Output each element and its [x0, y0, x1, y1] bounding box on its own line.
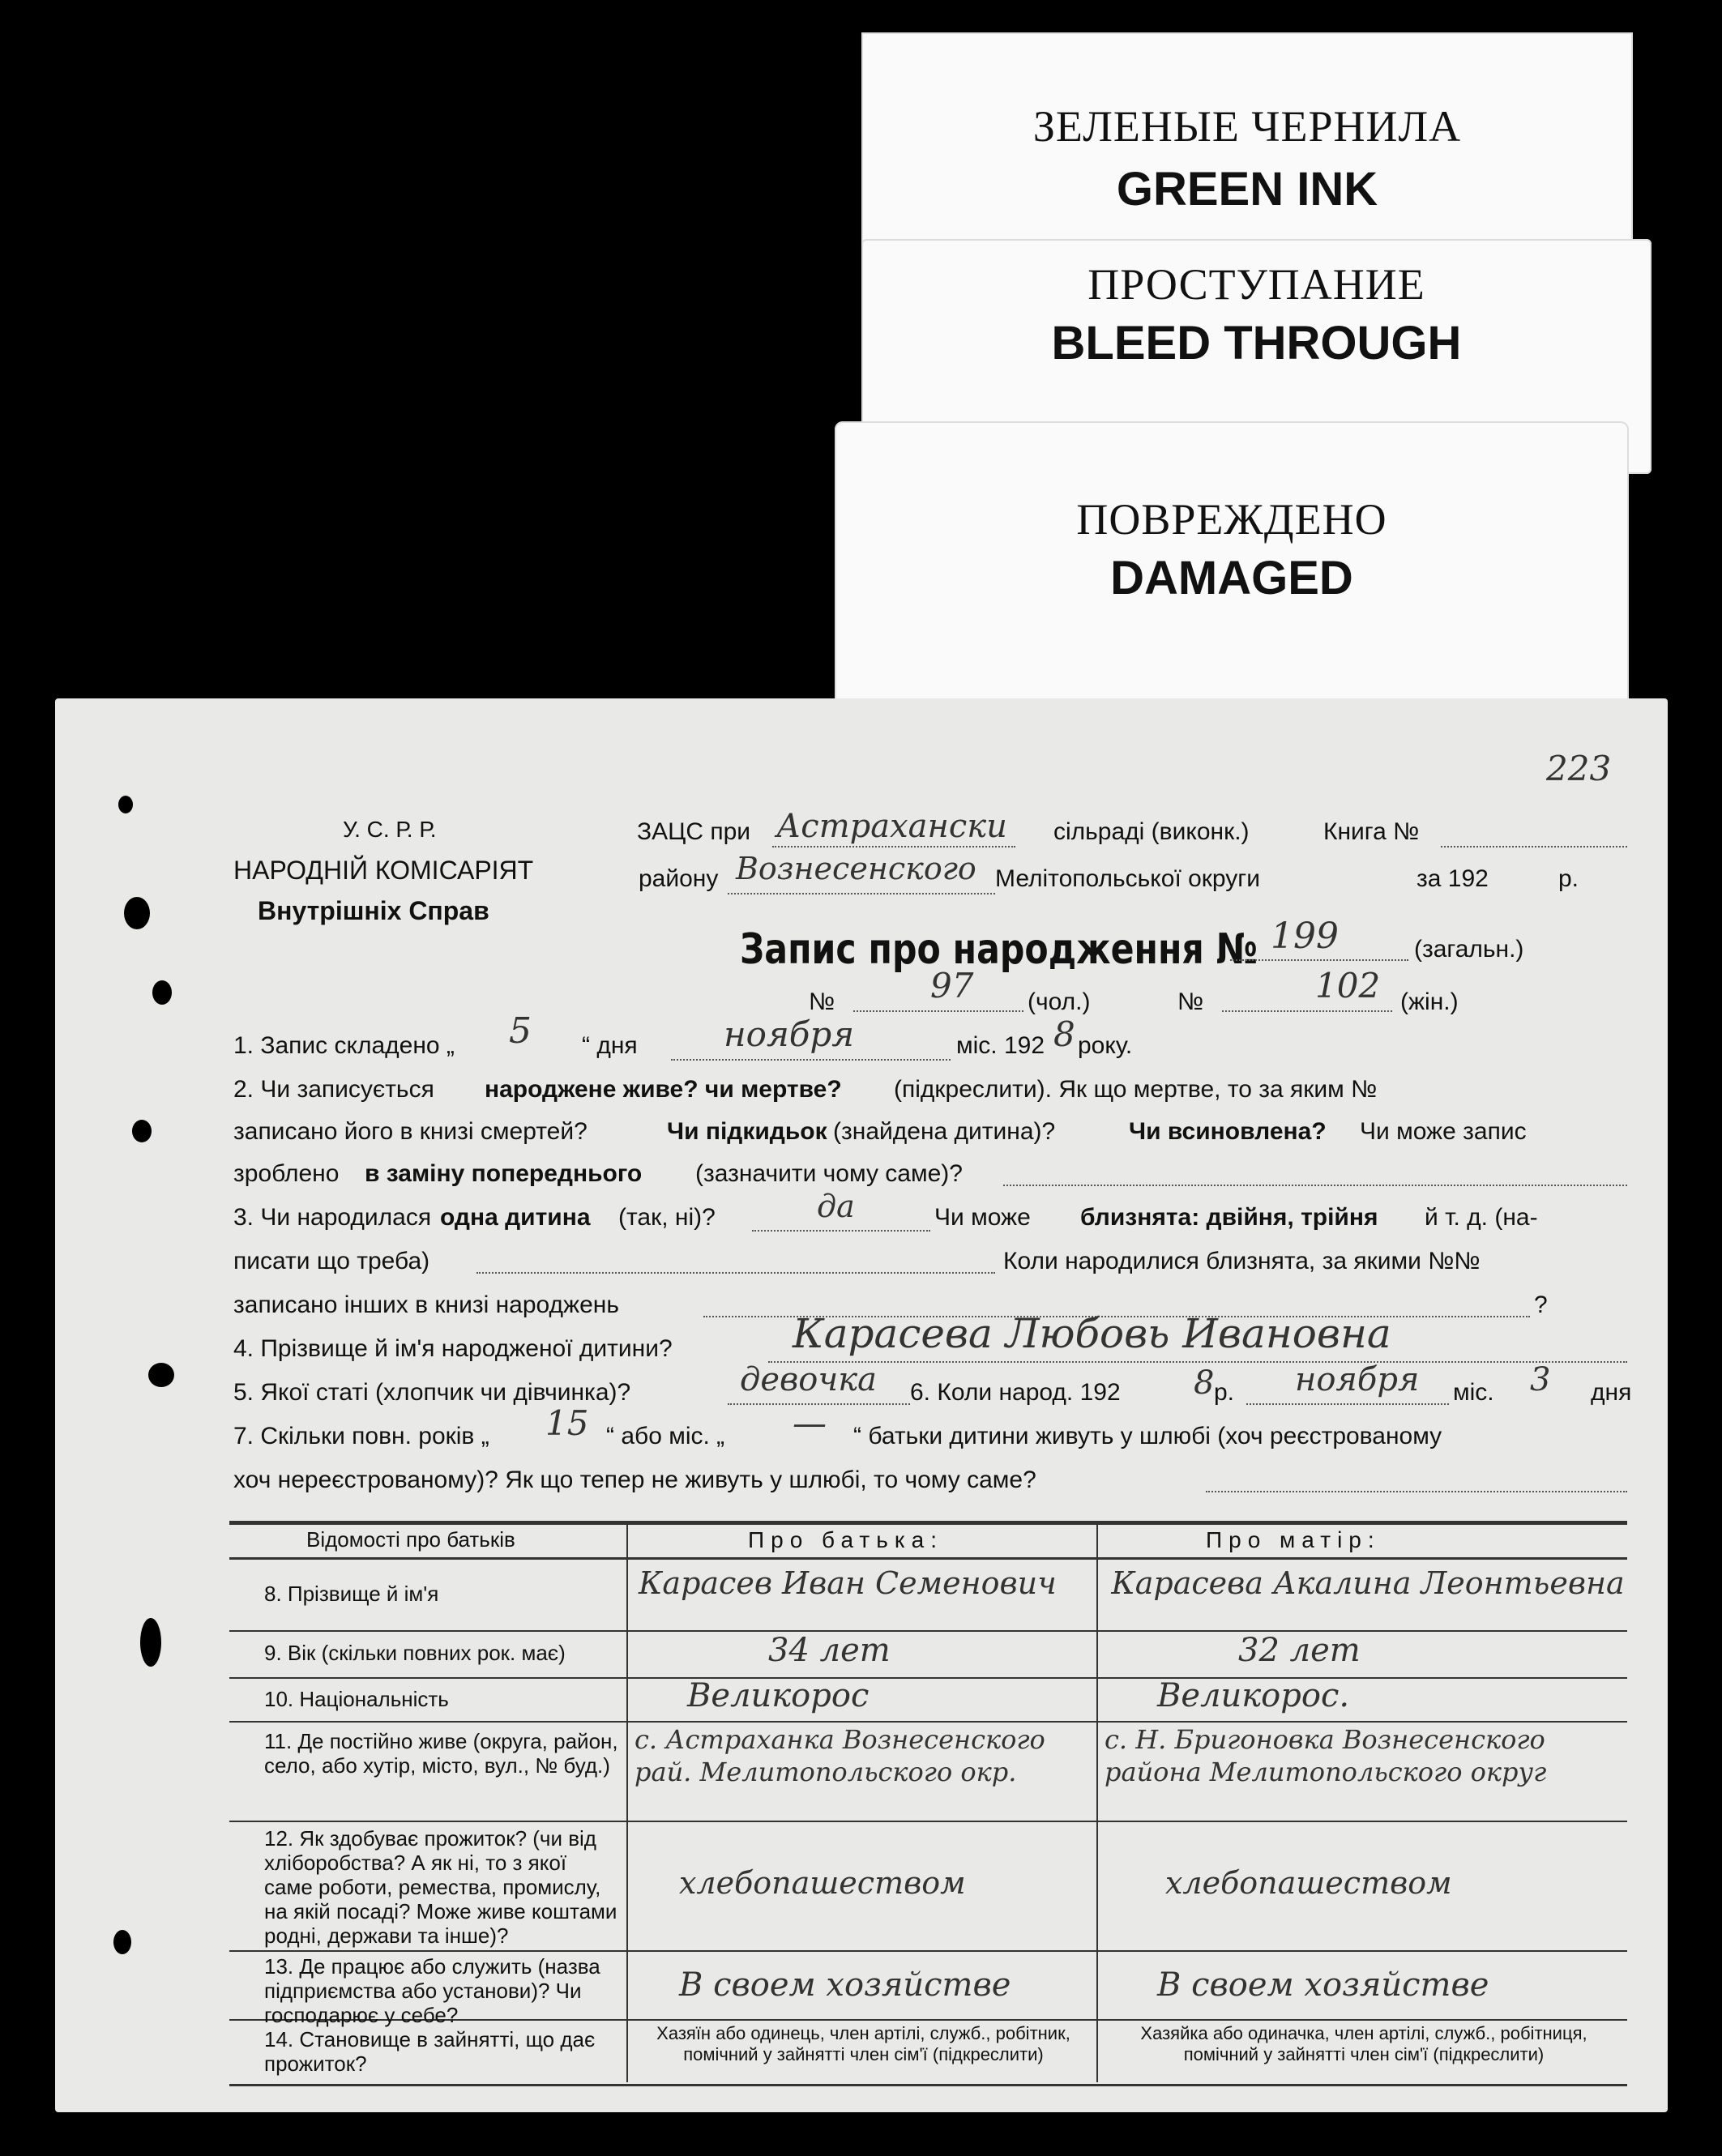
q6-label: дня — [1591, 1379, 1632, 1406]
male-no-sign: № — [809, 988, 835, 1015]
q2-text: (зазначити чому саме)? — [695, 1160, 963, 1187]
green-ink-en: GREEN INK — [1116, 163, 1378, 216]
okrug-label: Мелітопольської округи — [995, 865, 1260, 892]
q3-text: ? — [1534, 1291, 1548, 1318]
q4-child-name: Карасева Любовь Ивановна — [793, 1310, 1391, 1357]
q3-text: записано інших в книзі народжень — [233, 1291, 620, 1318]
q6-month-line — [1246, 1403, 1449, 1405]
q3-answer: да — [817, 1189, 855, 1224]
female-number-line — [1222, 1010, 1392, 1012]
q7-text: “ або міс. „ — [606, 1423, 725, 1449]
q6-label: р. — [1214, 1379, 1235, 1406]
father-age: 34 лет — [768, 1632, 891, 1669]
male-number-line — [853, 1010, 1023, 1012]
binding-hole — [152, 980, 172, 1005]
district-prefix: району — [639, 865, 719, 892]
q3-text: 3. Чи народилася — [233, 1204, 432, 1231]
father-nationality: Великорос — [687, 1677, 870, 1714]
row-label: 11. Де постійно живе (округа, район, село, або хутір, місто, вул., № буд.) — [264, 1729, 618, 1778]
male-number: 97 — [930, 966, 974, 1005]
q1-month-line — [671, 1059, 951, 1061]
q3-text: Коли народилися близнята, за якими №№ — [1003, 1248, 1481, 1274]
row-label: 9. Вік (скільки повних рок. має) — [264, 1641, 566, 1665]
green-ink-tag — [861, 32, 1633, 251]
damaged-tag — [835, 421, 1629, 709]
q2-line — [1003, 1185, 1627, 1186]
table-bottom-border — [229, 2084, 1627, 2086]
damaged-ru: ПОВРЕЖДЕНО — [1076, 495, 1387, 544]
binding-hole — [124, 897, 150, 929]
total-number-line — [1230, 959, 1408, 961]
mother-livelihood: хлебопашеством — [1165, 1865, 1452, 1901]
binding-hole — [132, 1120, 152, 1142]
q1-year: 8 — [1053, 1014, 1075, 1054]
affairs-label: Внутрішніх Справ — [258, 896, 489, 925]
row-label: 8. Прізвище й ім'я — [264, 1582, 439, 1606]
table-row-border — [229, 1630, 1627, 1632]
q6-label: міс. — [1453, 1379, 1494, 1406]
q6-label: 6. Коли народ. 192 — [910, 1379, 1121, 1406]
female-label: (жін.) — [1400, 988, 1459, 1015]
q7-months: — — [793, 1403, 827, 1443]
q7-text: “ батьки дитини живуть у шлюбі (хоч реєстрованому — [853, 1423, 1442, 1449]
q6-year: 8 — [1194, 1364, 1215, 1402]
mother-residence: с. Н. Бригоновка Вознесенского района Мелитопольского округ — [1105, 1724, 1547, 1787]
table-header-father: Про батька: — [748, 1527, 944, 1552]
q1-text: “ дня — [582, 1032, 638, 1059]
year-label: за 192 — [1416, 865, 1489, 892]
binding-hole — [118, 796, 133, 813]
mother-name: Карасева Акалина Леонтьевна — [1111, 1565, 1625, 1601]
q2-text: Чи підкидьок — [667, 1118, 827, 1145]
council-label: сільраді (виконк.) — [1053, 818, 1250, 845]
mother-status: Хазяйка або одиначка, член артілі, служб., робітниця, помічний у зайнятті член сім'ї (підкреслити) — [1140, 2023, 1587, 2064]
q3-text: Чи може — [934, 1204, 1031, 1231]
table-row-border — [229, 1950, 1627, 1952]
mother-nationality: Великорос. — [1157, 1677, 1350, 1714]
row-label: 10. Національність — [264, 1687, 449, 1711]
book-label: Книга № — [1323, 818, 1420, 845]
q5-sex: девочка — [740, 1361, 878, 1398]
table-row-border — [229, 1677, 1627, 1679]
q2-text: (знайдена дитина)? — [833, 1118, 1056, 1145]
q2-text: в заміну попереднього — [365, 1160, 643, 1187]
male-label: (чол.) — [1028, 988, 1091, 1015]
green-ink-ru: ЗЕЛЕНЫЕ ЧЕРНИЛА — [1032, 102, 1462, 151]
q6-month: ноября — [1295, 1361, 1420, 1398]
father-residence: с. Астраханка Вознесенского рай. Мелитопольского окр. — [635, 1724, 1045, 1787]
table-header-parents: Відомості про батьків — [306, 1527, 515, 1552]
commissariat-label: НАРОДНІЙ КОМІСАРІЯТ — [233, 856, 534, 885]
q3-line — [476, 1272, 995, 1274]
zags-prefix: ЗАЦС при — [637, 818, 751, 845]
q2-text: Чи всиновлена? — [1129, 1118, 1327, 1145]
republic-label: У. С. Р. Р. — [343, 817, 437, 842]
bleed-through-en: BLEED THROUGH — [1051, 317, 1462, 369]
q2-text: записано його в книзі смертей? — [233, 1118, 588, 1145]
q1-month: ноября — [724, 1014, 855, 1054]
q7-years: 15 — [545, 1403, 589, 1443]
q3-text: близнята: двійня, трійня — [1080, 1204, 1378, 1231]
q2-text: (підкреслити). Як що мертве, то за яким № — [894, 1076, 1378, 1103]
mother-age: 32 лет — [1238, 1632, 1361, 1669]
row-label: 14. Становище в зайнятті, що дає прожиток? — [264, 2027, 596, 2076]
table-row-border — [229, 1721, 1627, 1723]
district-line — [728, 893, 995, 894]
q2-text: народжене живе? чи мертве? — [485, 1076, 842, 1103]
book-line — [1441, 846, 1627, 847]
binding-hole — [113, 1930, 131, 1954]
female-no-sign: № — [1177, 988, 1204, 1015]
q1-text: року. — [1078, 1032, 1133, 1059]
year-suffix: р. — [1558, 865, 1579, 892]
page-number: 223 — [1546, 749, 1612, 788]
father-livelihood: хлебопашеством — [679, 1865, 966, 1901]
bleed-through-ru: ПРОСТУПАНИЕ — [1087, 260, 1425, 309]
q1-day: 5 — [509, 1010, 532, 1052]
table-col-border — [1096, 1523, 1098, 2082]
total-label: (загальн.) — [1414, 936, 1524, 963]
father-status: Хазяїн або одинець, член артілі, служб., робітник, помічний у зайнятті член сім'ї (підкреслити) — [656, 2023, 1070, 2064]
village-line — [772, 846, 1015, 847]
q1-text: міс. 192 — [956, 1032, 1045, 1059]
table-row-border — [229, 1821, 1627, 1822]
q2-text: Чи може запис — [1360, 1118, 1527, 1145]
father-workplace: В своем хозяйстве — [679, 1966, 1011, 2004]
table-top-border — [229, 1521, 1627, 1525]
binding-hole — [140, 1618, 161, 1667]
q2-text: зроблено — [233, 1160, 340, 1187]
damaged-en: DAMAGED — [1110, 552, 1353, 604]
row-label: 13. Де працює або служить (назва підприємства або установи)? Чи господарює у себе? — [264, 1954, 600, 2027]
record-title: Запис про народження № — [740, 925, 1258, 974]
mother-workplace: В своем хозяйстве — [1157, 1966, 1489, 2004]
district-handwritten: Вознесенского — [736, 851, 976, 886]
q3-text: (так, ні)? — [618, 1204, 716, 1231]
binding-hole — [148, 1363, 174, 1387]
q3-text: писати що треба) — [233, 1248, 430, 1274]
q3-text: одна дитина — [440, 1204, 591, 1231]
q5-label: 5. Якої статі (хлопчик чи дівчинка)? — [233, 1379, 631, 1406]
q3-answer-line — [752, 1230, 930, 1232]
q7-text: 7. Скільки повн. років „ — [233, 1423, 489, 1449]
q2-text: 2. Чи записується — [233, 1076, 434, 1103]
village-handwritten: Астрахански — [776, 808, 1007, 845]
q4-label: 4. Прізвище й ім'я народженої дитини? — [233, 1335, 673, 1362]
q4-line — [768, 1361, 1627, 1363]
q3-text: й т. д. (на- — [1425, 1204, 1538, 1231]
q7-line — [1206, 1491, 1627, 1492]
q6-day: 3 — [1530, 1361, 1551, 1398]
table-col-border — [626, 1523, 628, 2082]
table-header-mother: Про матір: — [1206, 1527, 1381, 1552]
total-number: 199 — [1271, 916, 1339, 957]
birth-record-form — [55, 698, 1668, 2112]
q1-text: 1. Запис складено „ — [233, 1032, 455, 1059]
row-label: 12. Як здобуває прожиток? (чи від хліборобства? А як ні, то з якої саме роботи, ремества, промислу, на якій посаді? Може живе коштами родні, держави та інше)? — [264, 1826, 617, 1948]
female-number: 102 — [1315, 966, 1381, 1005]
table-header-border — [229, 1557, 1627, 1560]
q7-text: хоч нереєстрованому)? Як що тепер не живуть у шлюбі, то чому саме? — [233, 1467, 1036, 1493]
father-name: Карасев Иван Семенович — [639, 1565, 1057, 1601]
